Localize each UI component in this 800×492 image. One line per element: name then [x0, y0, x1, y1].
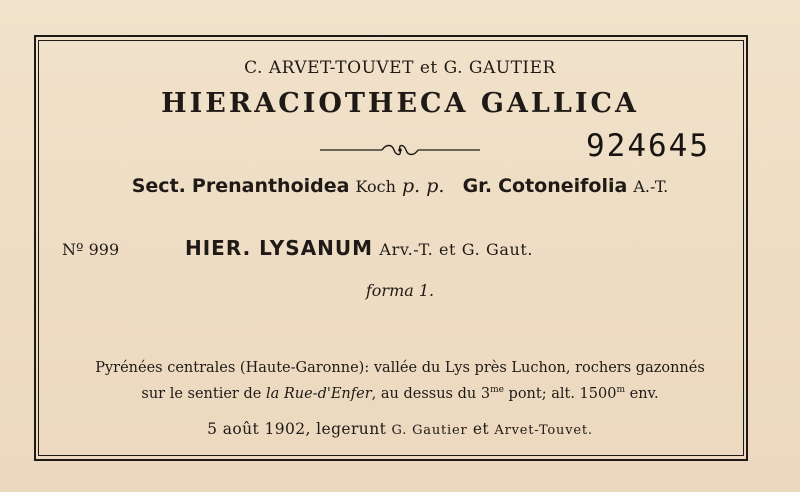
section-pp: p. p.: [401, 175, 445, 197]
date-text: 5 août 1902, legerunt: [207, 420, 387, 438]
group-author: A.-T.: [633, 177, 669, 196]
section-name: Prenanthoidea: [191, 175, 350, 197]
locality-sup-me: me: [490, 385, 504, 395]
species-line: [185, 236, 533, 260]
locality-text-a: sur le sentier de: [141, 385, 262, 402]
species-name: HIER. LYSANUM: [185, 236, 374, 260]
collection-title: HIERACIOTHECA GALLICA: [161, 88, 639, 119]
specimen-number: Nº 999: [62, 240, 120, 259]
locality-line-1: Pyrénées centrales (Haute-Garonne): vallée du Lys près Luchon, rochers gazonnés: [95, 360, 705, 376]
date-et: et: [472, 420, 490, 438]
ornament-divider-icon: [320, 140, 480, 160]
locality-sup-m: m: [616, 385, 625, 395]
group-name: Cotoneifolia: [498, 175, 628, 197]
section-author: Koch: [355, 177, 396, 196]
species-authors: Arv.-T. et G. Gaut.: [379, 240, 534, 259]
locality-text-b: , au dessus du 3: [371, 385, 491, 402]
forma-line: forma 1.: [365, 281, 435, 300]
locality-line-2: [0, 385, 800, 402]
collector-2: Arvet-Touvet.: [494, 423, 593, 438]
group-prefix: Gr.: [462, 175, 493, 197]
collection-date-line: [0, 420, 800, 438]
locality-place: la Rue-d'Enfer: [265, 385, 372, 402]
section-prefix: Sect.: [131, 175, 186, 197]
locality-text-d: env.: [625, 385, 659, 402]
collector-1: G. Gautier: [391, 423, 468, 438]
locality-text-c: pont; alt. 1500: [503, 385, 617, 402]
authors-line: C. ARVET-TOUVET et G. GAUTIER: [244, 58, 556, 78]
section-line: [0, 175, 800, 197]
stamp-number: 924645: [586, 128, 710, 164]
